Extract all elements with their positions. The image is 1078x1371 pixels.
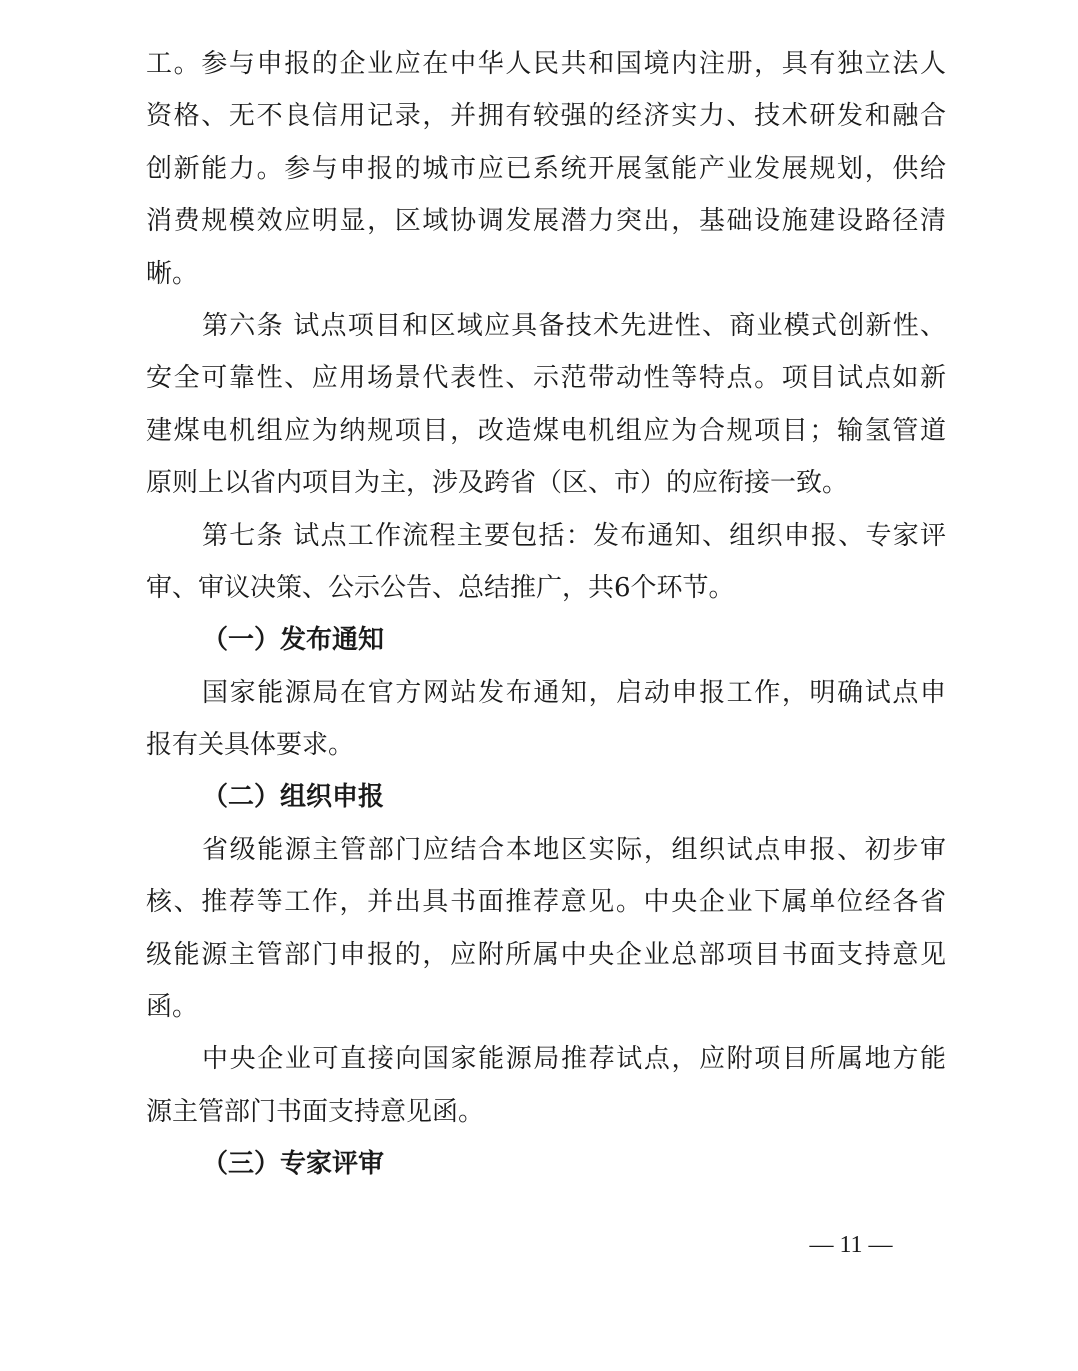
paragraph-line: 工。参与申报的企业应在中华人民共和国境内注册，具有独立法人 (146, 49, 946, 79)
page-number: — 11 — (809, 1232, 893, 1258)
article-6-line: 第六条 试点项目和区域应具备技术先进性、商业模式创新性、 (202, 310, 946, 341)
article-6-line: 原则上以省内项目为主，涉及跨省（区、市）的应衔接一致。 (146, 468, 849, 499)
paragraph-line: 晰。 (146, 258, 199, 289)
paragraph-line: 资格、无不良信用记录，并拥有较强的经济实力、技术研发和融合 (146, 101, 946, 132)
paragraph-line: 创新能力。参与申报的城市应已系统开展氢能产业发展规划，供给 (146, 153, 946, 184)
paragraph-line: 国家能源局在官方网站发布通知，启动申报工作，明确试点申 (202, 677, 946, 708)
paragraph-line: 函。 (146, 992, 199, 1023)
article-6-line: 建煤电机组应为纳规项目，改造煤电机组应为合规项目；输氢管道 (146, 415, 946, 446)
paragraph-line: 消费规模效应明显，区域协调发展潜力突出，基础设施建设路径清 (146, 206, 946, 237)
article-7-line: 第七条 试点工作流程主要包括：发布通知、组织申报、专家评 (202, 520, 946, 551)
paragraph-line: 省级能源主管部门应结合本地区实际，组织试点申报、初步审 (202, 834, 946, 865)
section-heading-publish-notice: （一）发布通知 (202, 625, 385, 656)
section-heading-expert-review: （三）专家评审 (202, 1149, 385, 1180)
paragraph-line: 源主管部门书面支持意见函。 (146, 1096, 485, 1127)
paragraph-line: 报有关具体要求。 (146, 730, 355, 761)
paragraph-line: 级能源主管部门申报的，应附所属中央企业总部项目书面支持意见 (146, 939, 946, 970)
section-heading-organize-application: （二）组织申报 (202, 782, 385, 813)
paragraph-line: 中央企业可直接向国家能源局推荐试点，应附项目所属地方能 (202, 1044, 946, 1075)
article-7-line: 审、审议决策、公示公告、总结推广，共6个环节。 (146, 572, 735, 603)
document-body (146, 38, 946, 1191)
paragraph-line: 核、推荐等工作，并出具书面推荐意见。中央企业下属单位经各省 (146, 887, 946, 918)
article-6-line: 安全可靠性、应用场景代表性、示范带动性等特点。项目试点如新 (146, 363, 946, 394)
